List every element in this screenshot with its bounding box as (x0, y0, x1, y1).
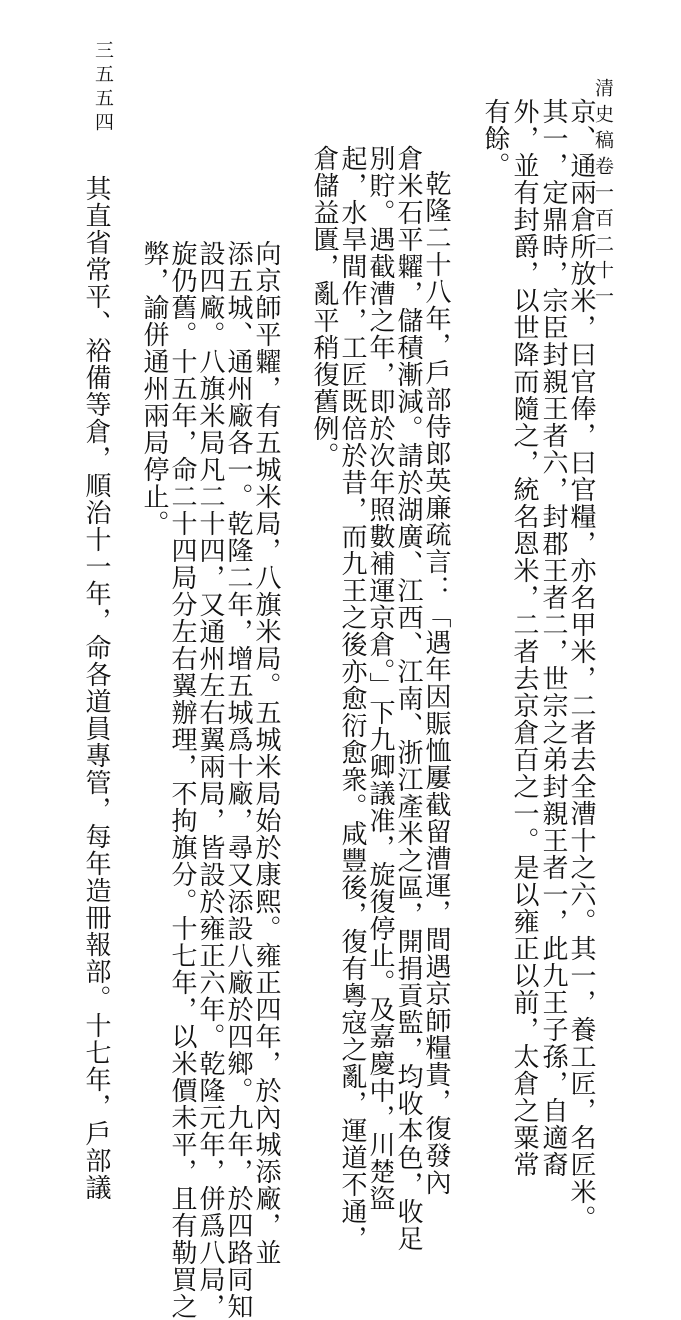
running-title: 清史稿卷一百二十一 (592, 78, 614, 312)
text-column-2: 其一，定鼎時，宗臣封親王者六，封郡王者二，世宗之弟封親王者一，此九王子孫，自適裔 (538, 98, 568, 1178)
text-column-6: 倉米石平糶，儲積漸減。請於湖廣、江西、江南、浙江產米之區，開捐貢監，均收本色，收足 (393, 145, 423, 1252)
text-column-5: 乾隆二十八年，戶部侍郎英廉疏言：「遇年因賑恤屢截留漕運，間遇京師糧貴，復發內 (421, 170, 451, 1196)
text-column-8: 起，水旱間作，工匠既倍於昔，而九王之後亦愈衍愈衆。咸豐後，復有粵寇之亂，運道不通， (337, 145, 367, 1252)
page-number: 三五五四 (92, 40, 114, 136)
text-column-3: 外，並有封爵，以世降而隨之，統名恩米，二者去京倉百之一。是以雍正以前，太倉之粟常 (509, 98, 539, 1178)
text-column-10: 向京師平糶，有五城米局，八旗米局。五城米局始於康熙。雍正四年，於內城添廠，並 (251, 240, 281, 1266)
text-column-15: 其直省常平、裕備等倉，順治十一年，命各道員專管，每年造冊報部。十七年，戶部議 (81, 175, 111, 1201)
text-column-1: 京、通兩倉所放米，曰官俸，曰官糧，亦名甲米，二者去全漕十之六。其一，養工匠，名匠米。 (566, 98, 596, 1232)
text-column-12: 設四廠。八旗米局凡二十四，又通州左右翼兩局，皆設於雍正六年。乾隆元年，併爲八局， (195, 240, 225, 1320)
text-column-13: 旋仍舊。十五年，命二十四局分左右翼辦理，不拘旗分。十七年，以米價未平，且有勒買之 (167, 240, 197, 1320)
text-column-11: 添五城、通州廠各一。乾隆二年，增五城爲十廠，尋又添設八廠於四鄉。九年，於四路同知 (223, 240, 253, 1320)
text-column-7: 別貯。遇截漕之年，即於次年照數補運京倉。」下九卿議准，旋復停止。及嘉慶中，川楚盜 (365, 145, 395, 1212)
text-column-14: 弊，諭併通州兩局停止。 (139, 240, 169, 537)
text-column-4: 有餘。 (480, 98, 510, 179)
text-column-9: 倉儲益匱，亂平稍復舊例。 (309, 145, 339, 469)
